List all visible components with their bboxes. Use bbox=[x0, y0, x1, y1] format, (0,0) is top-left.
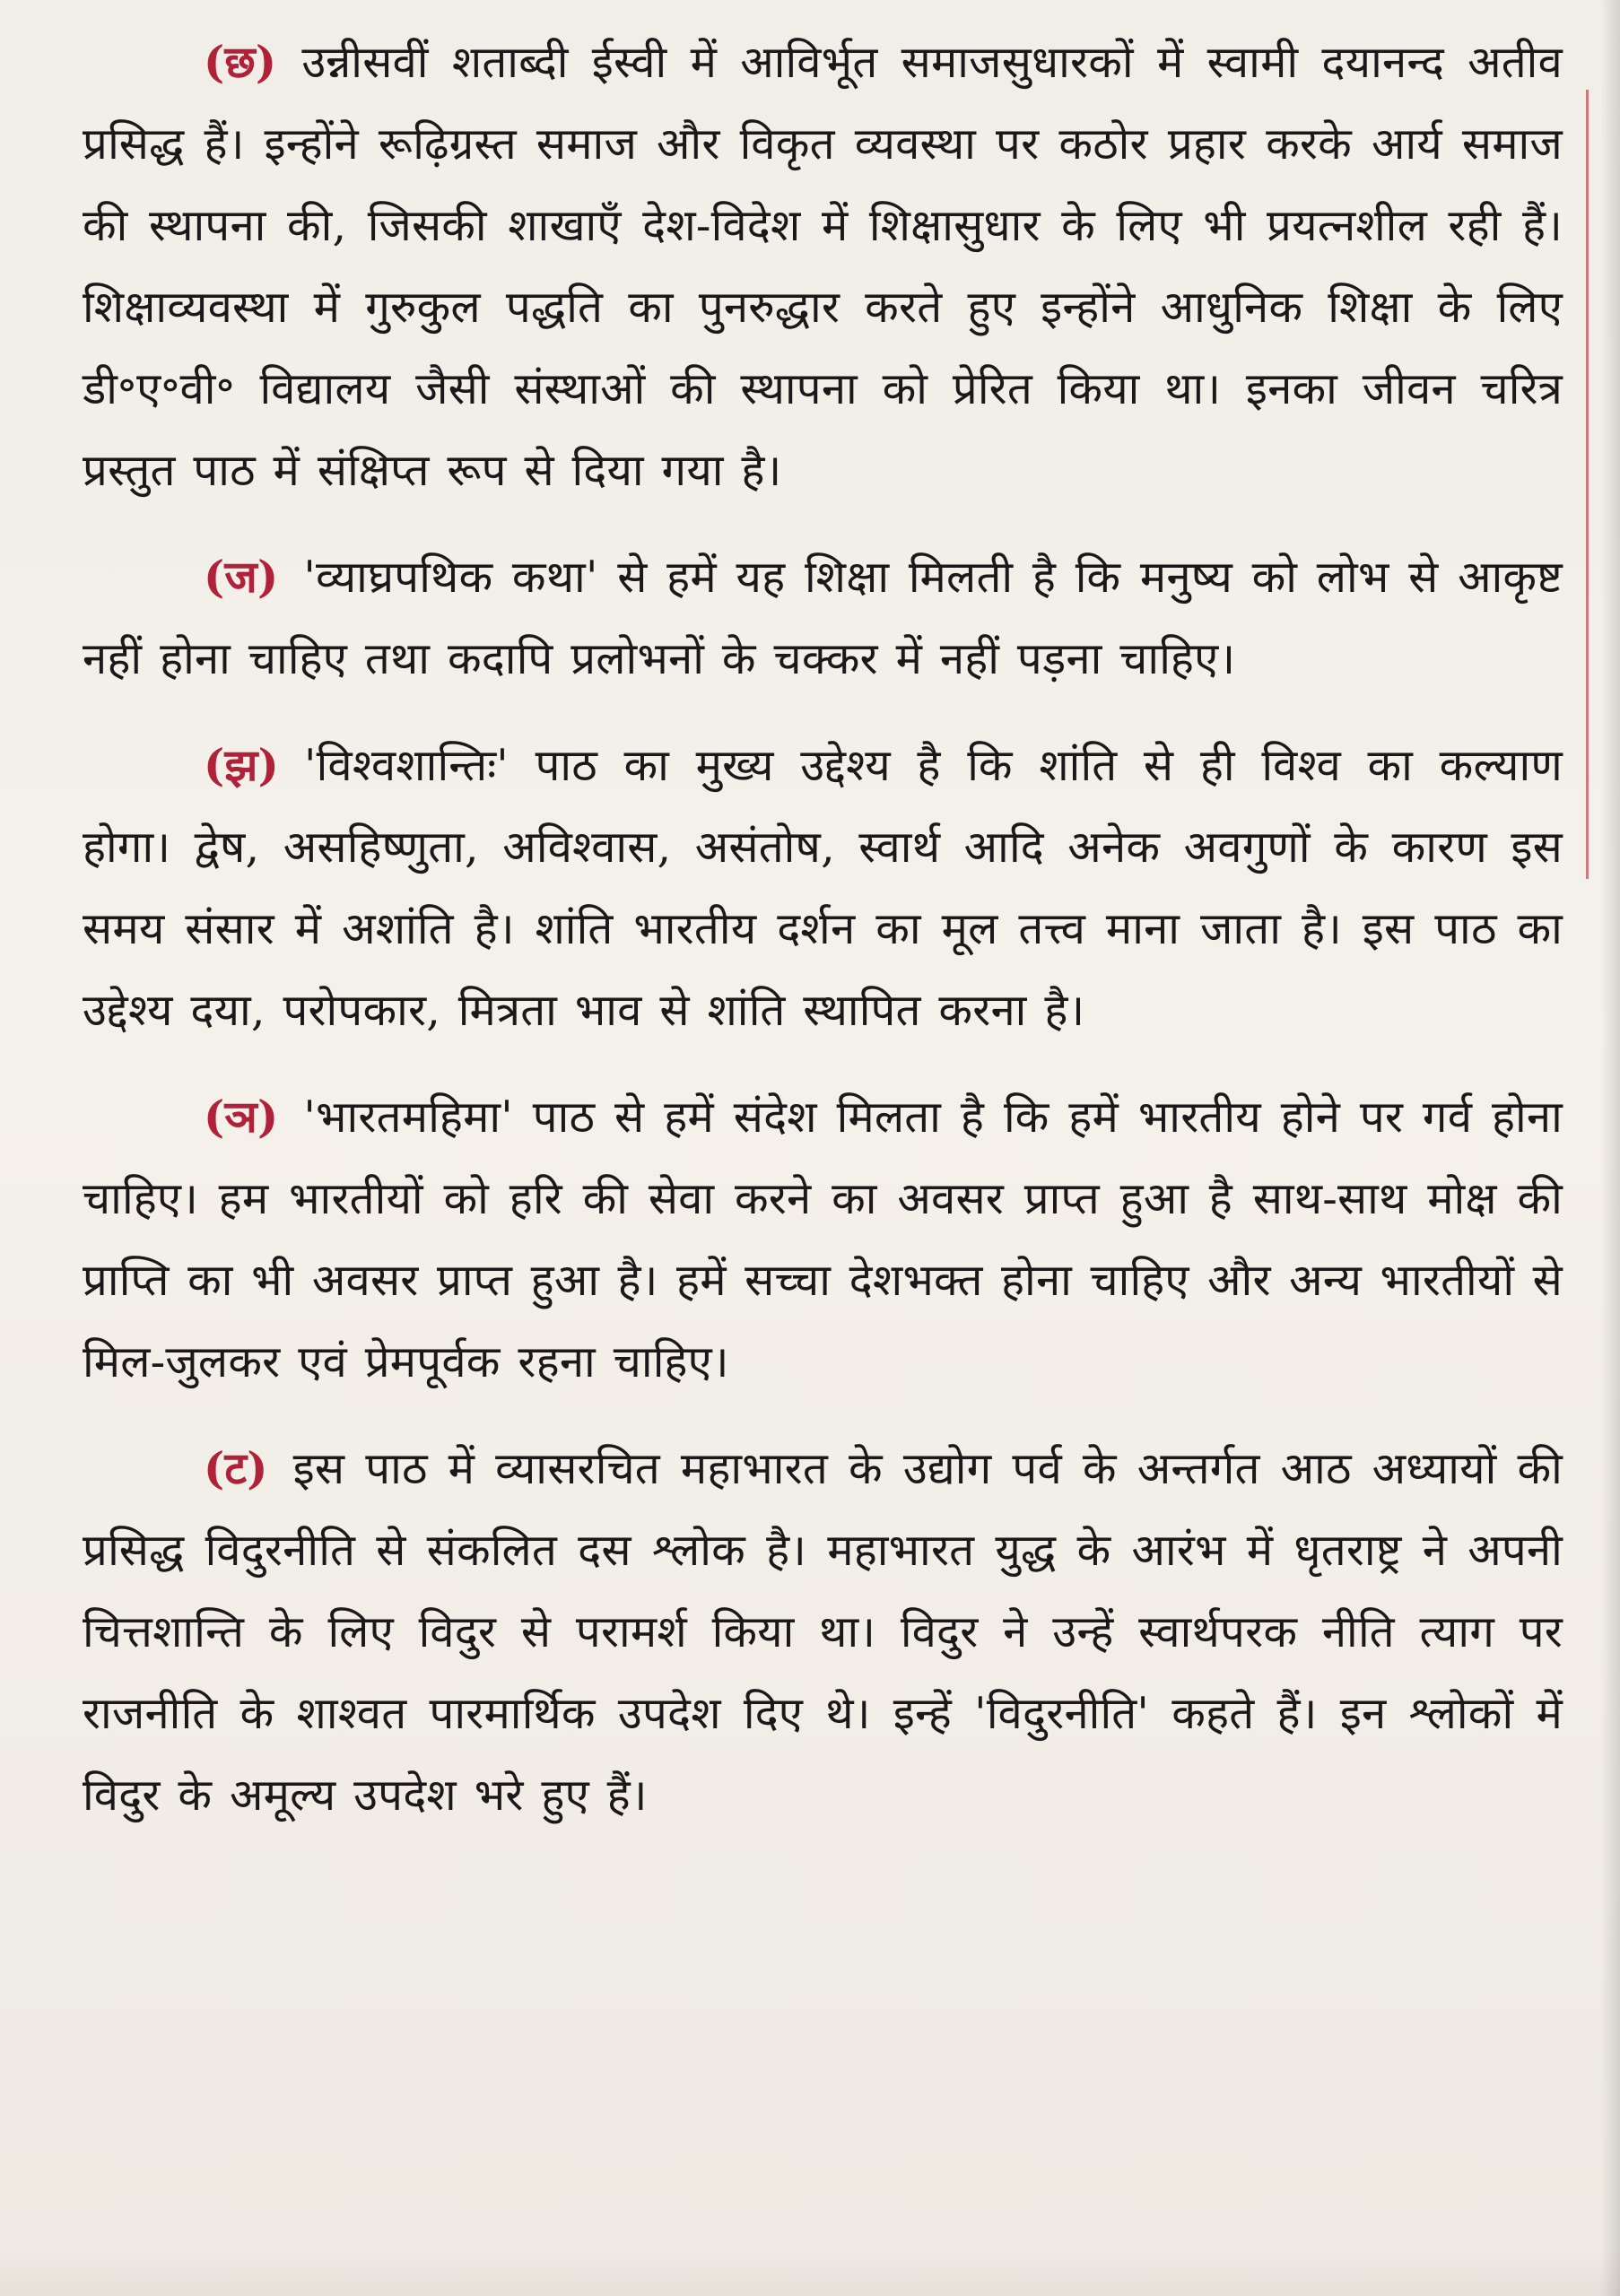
section-text: उन्नीसवीं शताब्दी ईस्वी में आविर्भूत समाजसुधारकों में स्वामी दयानन्द अतीव प्रसिद्ध हैं। इन्होंने रूढ़िग्रस्त समाज और विकृत व्यवस्था पर कठोर प्रहार करके आर्य समाज की स्थापना की, जिसकी शाखाएँ देश-विदेश में शिक्षासुधार के लिए भी प्रयत्नशील रही हैं। शिक्षाव्यवस्था में गुरुकुल पद्धति का पुनरुद्धार करते हुए इन्होंने आधुनिक शिक्षा के लिए डी॰ए॰वी॰ विद्यालय जैसी संस्थाओं की स्थापना को प्रेरित किया था। इनका जीवन चरित्र प्रस्तुत पाठ में संक्षिप्त रूप से दिया गया है। bbox=[83, 37, 1563, 496]
page-edge-shadow bbox=[1600, 0, 1620, 2296]
section-marker: (झ) bbox=[204, 739, 280, 791]
section-text: इस पाठ में व्यासरचित महाभारत के उद्योग पर्व के अन्तर्गत आठ अध्यायों की प्रसिद्ध विदुरनीति से संकलित दस श्लोक है। महाभारत युद्ध के आरंभ में धृतराष्ट्र ने अपनी चित्तशान्ति के लिए विदुर से परामर्श किया था। विदुर ने उन्हें स्वार्थपरक नीति त्याग पर राजनीति के शाश्वत पारमार्थिक उपदेश दिए थे। इन्हें 'विदुरनीति' कहते हैं। इन श्लोकों में विदुर के अमूल्य उपदेश भरे हुए हैं। bbox=[83, 1443, 1563, 1821]
section-text: 'विश्वशान्तिः' पाठ का मुख्य उद्देश्य है कि शांति से ही विश्व का कल्याण होगा। द्वेष, असहिष्णुता, अविश्वास, असंतोष, स्वार्थ आदि अनेक अवगुणों के कारण इस समय संसार में अशांति है। शांति भारतीय दर्शन का मूल तत्त्व माना जाता है। इस पाठ का उद्देश्य दया, परोपकार, मित्रता भाव से शांति स्थापित करना है। bbox=[83, 740, 1563, 1036]
section-marker: (छ) bbox=[204, 36, 277, 88]
section-ja bbox=[83, 536, 1563, 700]
section-chha bbox=[83, 22, 1563, 511]
section-marker: (ञ) bbox=[204, 1091, 279, 1143]
section-text: 'व्याघ्रपथिक कथा' से हमें यह शिक्षा मिलती है कि मनुष्य को लोभ से आकृष्ट नहीं होना चाहिए तथा कदापि प्रलोभनों के चक्कर में नहीं पड़ना चाहिए। bbox=[83, 552, 1563, 684]
section-marker: (ज) bbox=[204, 551, 279, 603]
section-marker: (ट) bbox=[204, 1442, 268, 1494]
section-ta bbox=[83, 1428, 1563, 1836]
bottom-shading bbox=[0, 2249, 1620, 2296]
margin-rule bbox=[1586, 90, 1589, 879]
section-jha bbox=[83, 725, 1563, 1051]
section-nya bbox=[83, 1076, 1563, 1403]
section-text: 'भारतमहिमा' पाठ से हमें संदेश मिलता है कि हमें भारतीय होने पर गर्व होना चाहिए। हम भारतीयों को हरि की सेवा करने का अवसर प्राप्त हुआ है साथ-साथ मोक्ष की प्राप्ति का भी अवसर प्राप्त हुआ है। हमें सच्चा देशभक्त होना चाहिए और अन्य भारतीयों से मिल-जुलकर एवं प्रेमपूर्वक रहना चाहिए। bbox=[83, 1091, 1563, 1387]
page-content bbox=[83, 22, 1563, 1861]
